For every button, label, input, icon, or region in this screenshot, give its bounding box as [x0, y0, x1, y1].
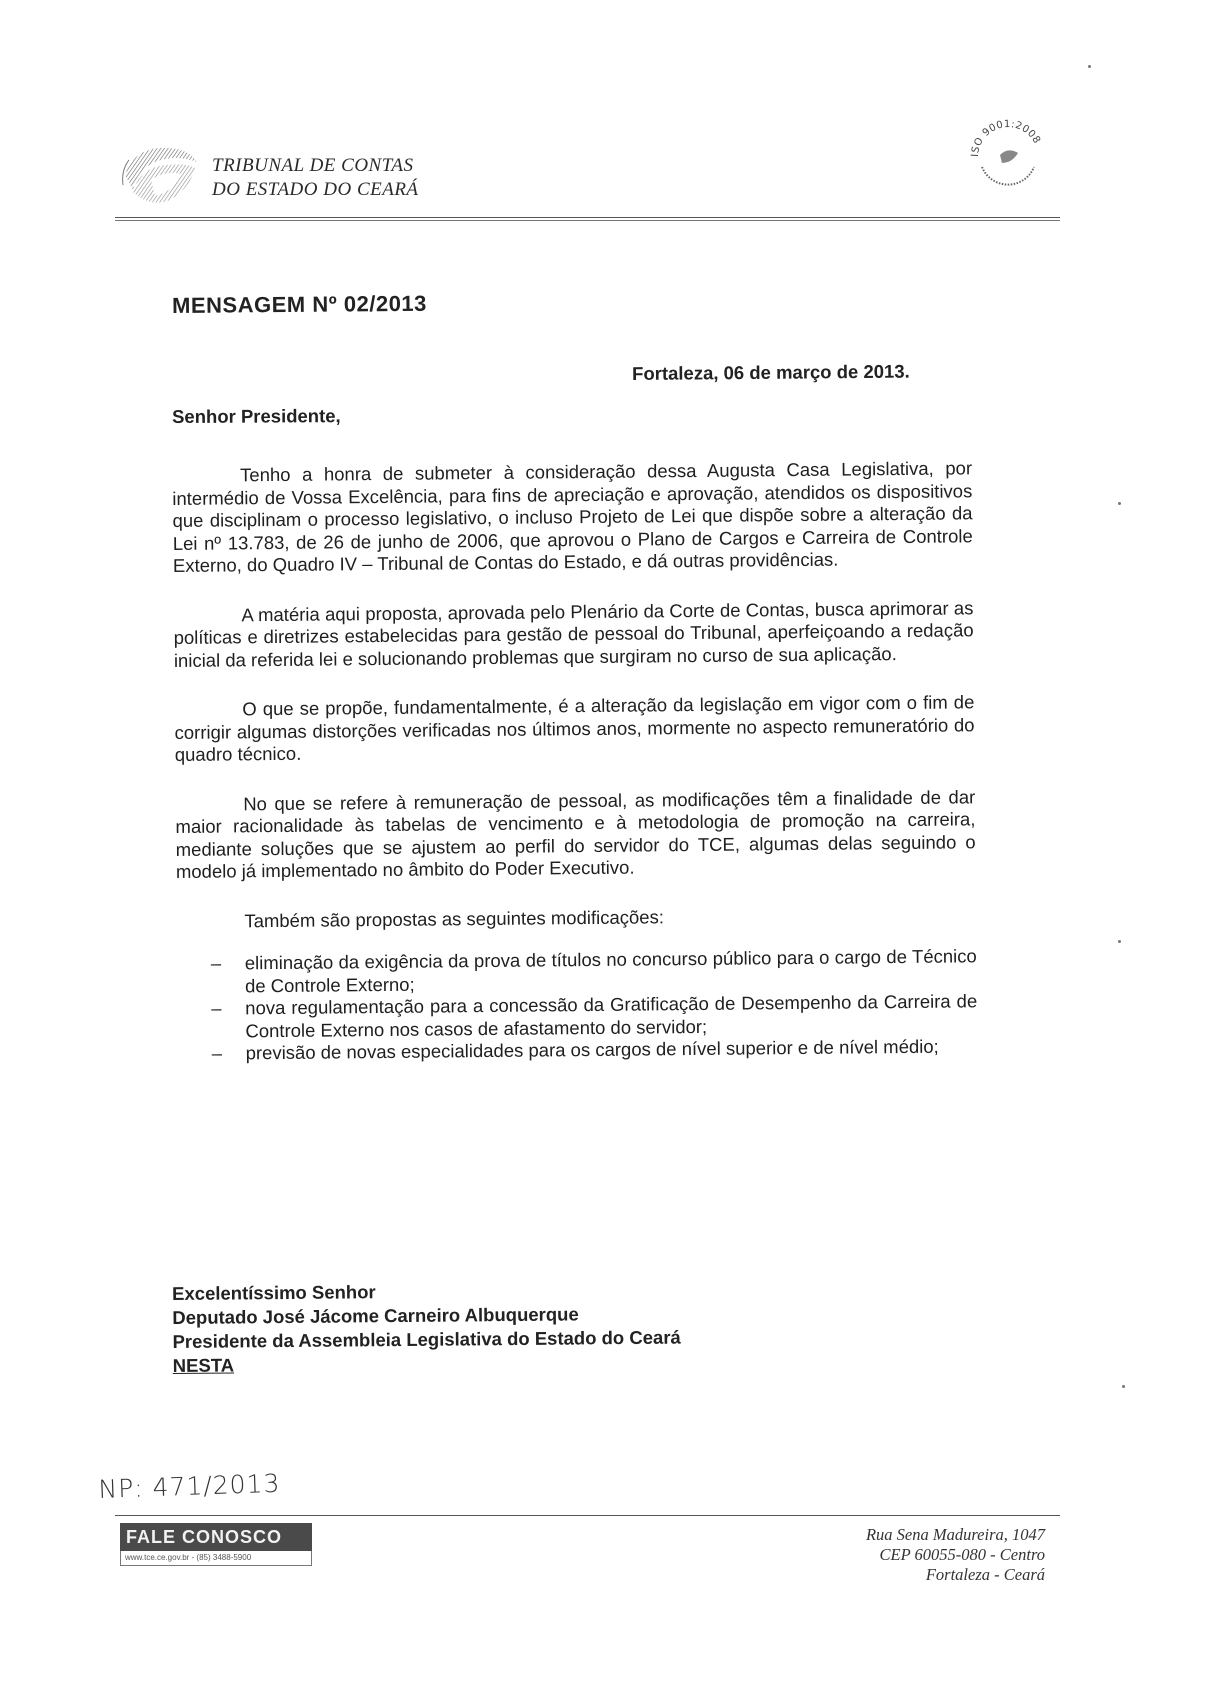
footer-address — [866, 1525, 1045, 1585]
paragraph: No que se refere à remuneração de pessoal, as modificações têm a finalidade de dar maior racionalidade às tabelas de vencimento e à metodologia de promoção na carreira, mediante soluções que se ajustem ao perfil do servidor do TCE, algumas delas seguindo o modelo já implementado no âmbito do Poder Executivo. — [175, 785, 976, 882]
list-item-text: eliminação da exigência da prova de títulos no concurso público para o cargo de Técnico de Controle Externo; — [244, 945, 977, 996]
paragraph: Tenho a honra de submeter à consideração dessa Augusta Casa Legislativa, por intermédio de Vossa Excelência, para fins de apreciação e aprovação, atendidos os dispositivos que disciplinam o processo legislativo, o incluso Projeto de Lei que dispõe sobre a alteração da Lei nº 13.783, de 26 de junho de 2006, que aprovou o Plano de Cargos e Carreira de Controle Externo, do Quadro IV – Tribunal de Contas do Estado, e dá outras providências. — [172, 457, 973, 576]
list-dash: – — [211, 997, 222, 1019]
tce-logo-icon — [115, 140, 205, 210]
letter-body — [172, 457, 978, 1065]
handwritten-protocol-note: NP: 471/2013 — [98, 1468, 281, 1504]
address-line-1: Rua Sena Madureira, 1047 — [865, 1525, 1045, 1544]
org-name-line-2: DO ESTADO DO CEARÁ — [212, 179, 419, 200]
paragraph: Também são propostas as seguintes modificações: — [244, 905, 665, 931]
addressee-block — [172, 1278, 681, 1378]
scan-speck — [1122, 1385, 1125, 1388]
contact-badge-title: FALE CONOSCO — [120, 1523, 312, 1551]
list-item-text: previsão de novas especialidades para os cargos de nível superior e de nível médio; — [245, 1035, 939, 1064]
modifications-list — [177, 945, 978, 1065]
message-title: MENSAGEM Nº 02/2013 — [172, 290, 427, 318]
addressee-line-1: Excelentíssimo Senhor — [172, 1281, 376, 1304]
scan-speck — [1088, 65, 1091, 68]
contact-badge — [120, 1523, 312, 1569]
addressee-line-3: Presidente da Assembleia Legislativa do Estado do Ceará — [172, 1326, 681, 1352]
list-dash: – — [210, 952, 222, 974]
addressee-line-2: Deputado José Jácome Carneiro Albuquerque — [172, 1303, 579, 1328]
paragraph: O que se propõe, fundamentalmente, é a alteração da legislação em vigor com o fim de corrigir algumas distorções verificadas nos últimos anos, mormente no aspecto remuneratório do quadro técnico. — [174, 691, 975, 765]
list-item — [177, 945, 977, 998]
scan-speck — [1118, 940, 1121, 943]
letterhead — [115, 118, 1060, 230]
list-item-text: nova regulamentação para a concessão da Gratificação de Desempenho da Carreira de Controle Externo nos casos de afastamento do servidor; — [245, 990, 978, 1041]
addressee-line-4: NESTA — [172, 1354, 235, 1376]
org-name-line-1: TRIBUNAL DE CONTAS — [212, 155, 414, 176]
address-line-3: Fortaleza - Ceará — [925, 1565, 1045, 1584]
date-line: Fortaleza, 06 de março de 2013. — [632, 360, 910, 384]
list-item — [177, 990, 977, 1043]
paragraph: A matéria aqui proposta, aprovada pelo Plenário da Corte de Contas, busca aprimorar as políticas e diretrizes estabelecidas para gestão de pessoal do Tribunal, aperfeiçoando a redação inicial da referida lei e solucionando problemas que surgiram no curso de sua aplicação. — [173, 596, 974, 671]
organization-name — [212, 154, 419, 202]
salutation: Senhor Presidente, — [172, 405, 341, 427]
iso-seal-text: ISO 9001:2008 — [969, 118, 1043, 158]
header-rule — [115, 217, 1060, 218]
header-rule-secondary — [115, 220, 1060, 221]
contact-badge-details: www.tce.ce.gov.br - (85) 3488-5900 — [120, 1551, 312, 1566]
scan-speck — [1118, 502, 1121, 505]
iso-certification-seal-icon — [960, 105, 1055, 200]
footer-rule — [115, 1515, 1060, 1516]
list-dash: – — [211, 1042, 223, 1064]
address-line-2: CEP 60055-080 - Centro — [879, 1545, 1045, 1564]
